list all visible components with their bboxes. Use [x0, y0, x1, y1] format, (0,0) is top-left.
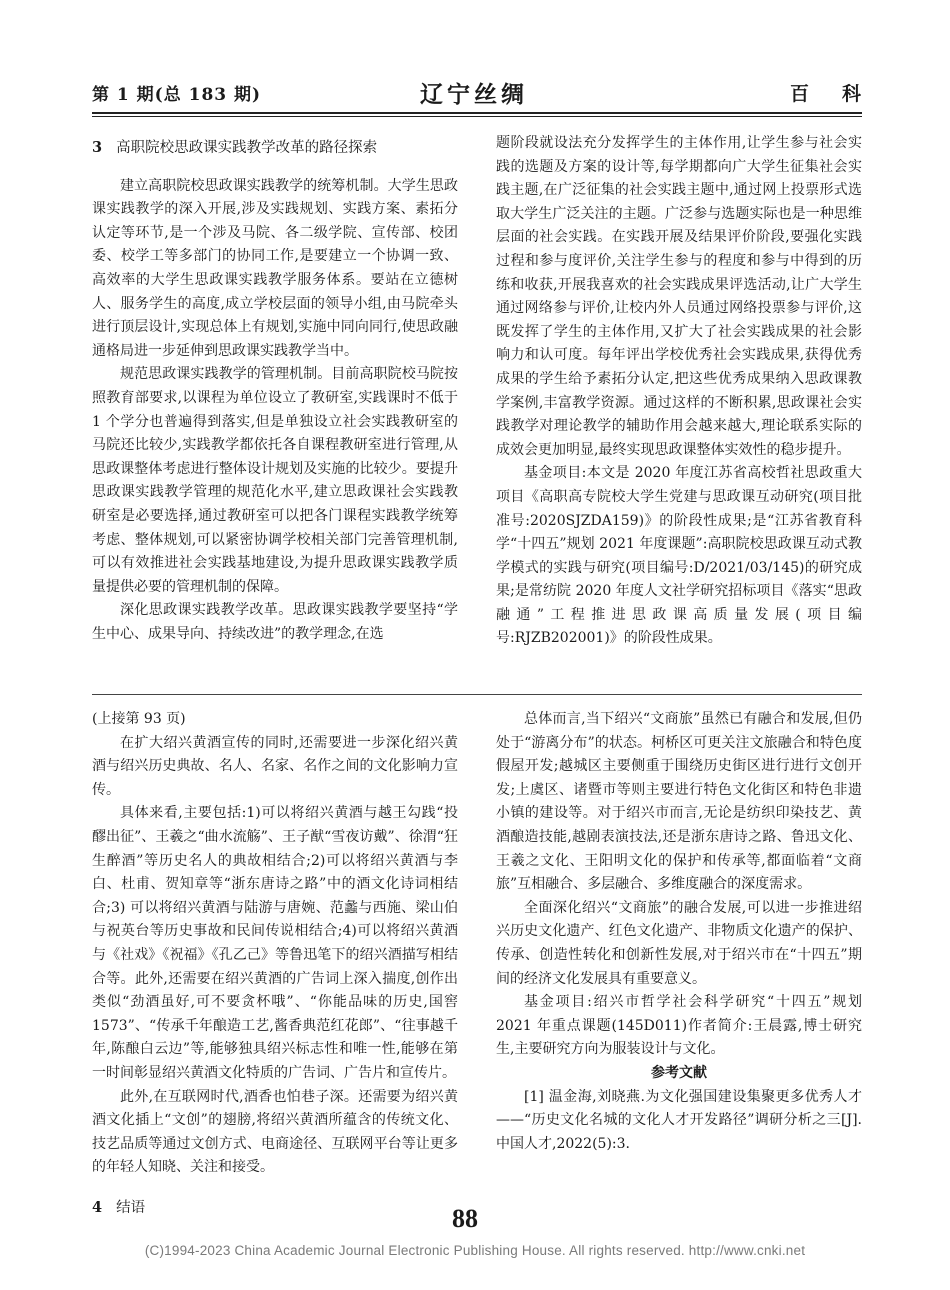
funding-note: 基金项目:绍兴市哲学社会科学研究“十四五”规划 2021 年重点课题(145D011)作者简介:王晨露,博士研究生,主要研究方向为服装设计与文化。 — [496, 994, 862, 1058]
section-title: 结语 — [116, 1199, 146, 1216]
journal-title: 辽宁丝绸 — [420, 81, 528, 108]
references-title: 参考文献 — [651, 1064, 707, 1081]
paragraph: 题阶段就设法充分发挥学生的主体作用,让学生参与社会实践的选题及方案的设计等,每学期都向广大学生征集社会实践主题,在广泛征集的社会实践主题中,通过网上投票形式选取大学生广泛关注的主题。广泛参与选题实际也是一种思维层面的社会实践。在实践开展及结果评价阶段,要强化实践过程和参与度评价,关注学生参与的程度和参与中得到的历练和收获,开展我喜欢的社会实践成果评选活动,让广大学生通过网络参与评价,让校内外人员通过网络投票参与评价,这既发挥了学生的主体作用,又扩大了社会实践成果的社会影响力和认可度。每年评出学校优秀社会实践成果,获得优秀成果的学生给予素拓分认定,把这些优秀成果纳入思政课教学案例,丰富教学资源。通过这样的不断积累,思政课社会实践教学对理论教学的辅助作用会越来越大,理论联系实际的成效会更加明显,最终实现思政课整体实效性的稳步提升。 — [496, 135, 862, 458]
article-column-top-right — [496, 132, 862, 651]
paragraph: 在扩大绍兴黄酒宣传的同时,还需要进一步深化绍兴黄酒与绍兴历史典故、名人、名家、名作之间的文化影响力宣传。 — [92, 734, 458, 798]
reference-item: [1] 温金海,刘晓燕.为文化强国建设集聚更多优秀人才——“历史文化名城的文化人才开发路径”调研分析之三[J].中国人才,2022(5):3. — [496, 1088, 862, 1152]
section-heading — [92, 1196, 458, 1221]
paragraph: 建立高职院校思政课实践教学的统筹机制。大学生思政课实践教学的深入开展,涉及实践规划、实践方案、素拓分认定等环节,是一个涉及马院、各二级学院、宣传部、校团委、校学工等多部门的协同工作,是要建立一个协调一致、高效率的大学生思政课实践教学服务体系。要站在立德树人、服务学生的高度,成立学校层面的领导小组,由马院牵头进行顶层设计,实现总体上有规划,实施中同向同行,使思政融通格局进一步延伸到思政课实践教学当中。 — [92, 177, 458, 359]
section-heading — [92, 136, 458, 161]
issue-label: 第 1 期(总 183 期) — [92, 85, 262, 105]
copyright-footer: (C)1994-2023 China Academic Journal Electronic Publishing House. All rights reserved. http://www.cnki.net — [144, 1243, 806, 1258]
paragraph: 具体来看,主要包括:1)可以将绍兴黄酒与越王勾践“投醪出征”、王羲之“曲水流觞”、王子猷“雪夜访戴”、徐渭“狂生醉酒”等历史名人的典故相结合;2)可以将绍兴黄酒与李白、杜甫、贺知章等“浙东唐诗之路”中的酒文化诗词相结合;3) 可以将绍兴黄酒与陆游与唐婉、范蠡与西施、梁山伯与祝英台等历史事故和民间传说相结合;4)可以将绍兴黄酒与《社戏》《祝福》《孔乙己》等鲁迅笔下的绍兴酒描写相结合等。此外,还需要在绍兴黄酒的广告词上深入揣度,创作出类似“劲酒虽好,可不要贪杯哦”、“你能品味的历史,国窖 1573”、“传承千年酿造工艺,酱香典范红花郎”、“往事越千年,陈酿白云边”等,能够独具绍兴标志性和唯一性,能够在第一时间彰显绍兴黄酒文化特质的广告词、广告片和宣传片。 — [92, 805, 458, 1081]
category-label-b: 科 — [842, 83, 862, 105]
paragraph: 此外,在互联网时代,酒香也怕巷子深。还需要为绍兴黄酒文化插上“文创”的翅膀,将绍兴黄酒所蕴含的传统文化、技艺品质等通过文创方式、电商途径、互联网平台等让更多的年轻人知晓、关注和接受。 — [92, 1088, 458, 1176]
header-rule-thin — [92, 116, 862, 117]
paragraph: 规范思政课实践教学的管理机制。目前高职院校马院按照教育部要求,以课程为单位设立了教研室,实践课时不低于 1 个学分也普遍得到落实,但是单独设立社会实践教研室的马院还比较少,实践教学都依托各自课程教研室进行管理,从思政课整体考虑进行整体设计规划及实施的比较少。要提升思政课实践教学管理的规范化水平,建立思政课社会实践教研室是必要选择,通过教研室可以把各门课程实践教学统筹考虑、整体规划,可以紧密协调学校相关部门完善管理机制,可以有效推进社会实践基地建设,为提升思政课实践教学质量提供必要的管理机制的保障。 — [92, 366, 458, 595]
section-title: 高职院校思政课实践教学改革的路径探索 — [116, 140, 378, 156]
section-number: 3 — [92, 139, 103, 156]
page-number: 88 — [452, 1204, 478, 1233]
article-column-bottom-left — [92, 708, 458, 1234]
article-divider — [92, 694, 862, 695]
funding-note: 基金项目:本文是 2020 年度江苏省高校哲社思政重大项目《高职高专院校大学生党建与思政课互动研究(项目批准号:2020SJZDA159)》的阶段性成果;是“江苏省教育科学“十四五”规划 2021 年度课题”:高职院校思政课互动式教学模式的实践与研究(项目编号:D/2021/03/145)的研究成果;是常纺院 2020 年度人文社学研究招标项目《落实“思政融通”工程推进思政课高质量发展(项目编号:RJZB202001)》的阶段性成果。 — [496, 465, 862, 647]
paragraph: 深化思政课实践教学改革。思政课实践教学要坚持“学生中心、成果导向、持续改进”的教学理念,在选 — [92, 602, 458, 642]
article-column-bottom-right — [496, 708, 862, 1156]
paragraph: 全面深化绍兴“文商旅”的融合发展,可以进一步推进绍兴历史文化遗产、红色文化遗产、非物质文化遗产的保护、传承、创造性转化和创新性发展,对于绍兴市在“十四五”期间的经济文化发展具有重要意义。 — [496, 899, 862, 987]
article-column-top-left — [92, 132, 458, 646]
paragraph: 总体而言,当下绍兴“文商旅”虽然已有融合和发展,但仍处于“游离分布”的状态。柯桥区可更关注文旅融合和特色度假屋开发;越城区主要侧重于围绕历史街区进行进行文创开发;上虞区、诸暨市等则主要进行特色文化街区和特色非遗小镇的建设等。对于绍兴市而言,无论是纺织印染技艺、黄酒酿造技能,越剧表演技法,还是浙东唐诗之路、鲁迅文化、王羲之文化、王阳明文化的保护和传承等,都面临着“文商旅”互相融合、多层融合、多维度融合的深度需求。 — [496, 711, 862, 893]
section-number: 4 — [92, 1198, 103, 1216]
category-label-a: 百 — [790, 83, 810, 105]
header-rule-thick — [92, 112, 862, 114]
continued-note: (上接第 93 页) — [92, 711, 186, 727]
